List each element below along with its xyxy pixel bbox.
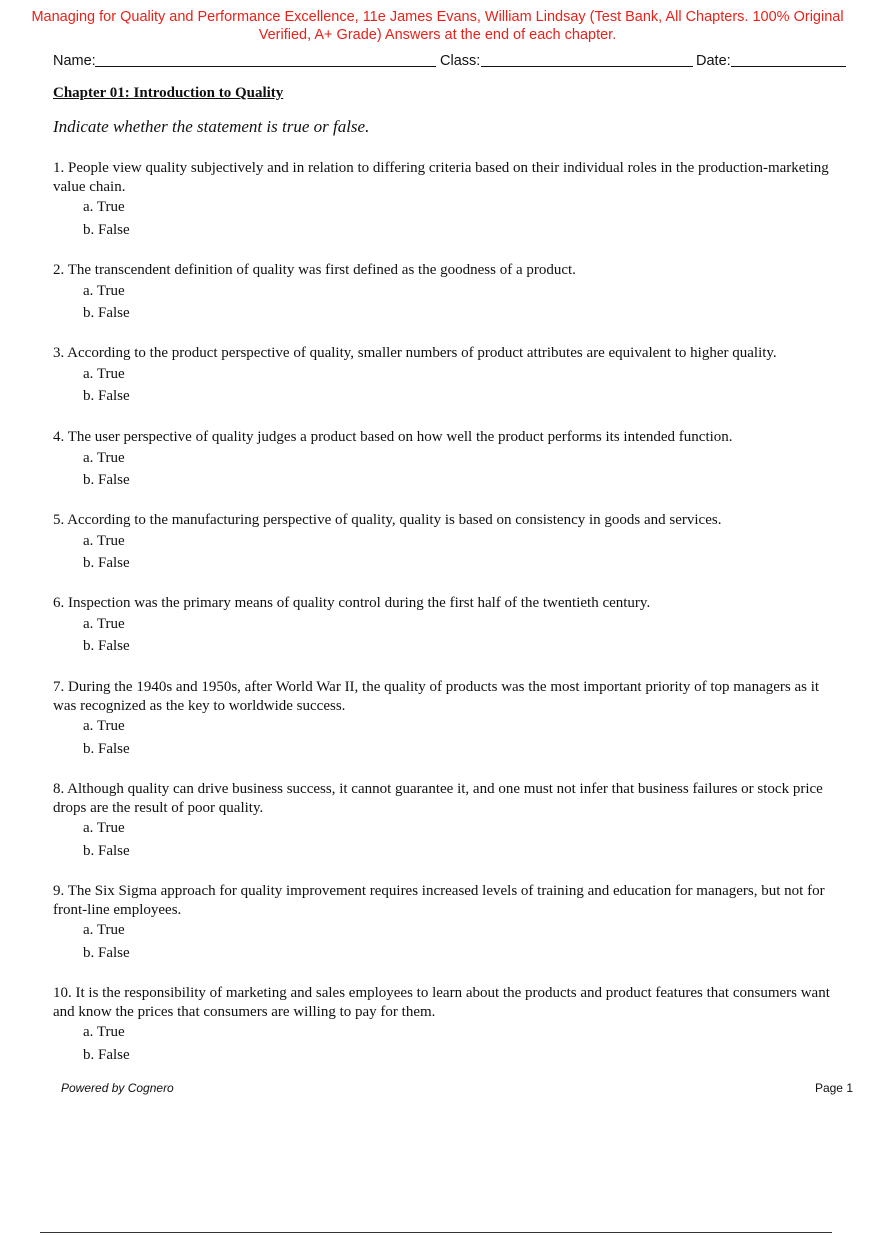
option-true[interactable]: a. True <box>83 282 125 299</box>
question-stem: 4. The user perspective of quality judges a product based on how well the product performs its intended function. <box>53 429 733 445</box>
option-false[interactable]: b. False <box>83 740 130 757</box>
option-true[interactable]: a. True <box>83 365 125 382</box>
option-false[interactable]: b. False <box>83 221 130 238</box>
question-7 <box>53 678 843 760</box>
page-number: Page 1 <box>814 1081 853 1095</box>
date-field[interactable] <box>696 53 846 69</box>
document-banner <box>0 8 875 44</box>
option-true[interactable]: a. True <box>83 820 125 836</box>
powered-by-footer: Powered by Cognero <box>61 1081 174 1095</box>
option-false[interactable]: b. False <box>83 555 130 571</box>
option-true[interactable]: a. True <box>83 922 125 938</box>
option-true[interactable]: a. True <box>83 532 125 549</box>
question-stem: 7. During the 1940s and 1950s, after World War II, the quality of products was the most important priority of top managers as it was recognized as the key to worldwide success. <box>53 679 820 714</box>
question-stem: 1. People view quality subjectively and in relation to differing criteria based on their individual roles in the production-marketing value chain. <box>53 160 829 195</box>
page-bottom-divider <box>40 1232 832 1233</box>
banner-line-2: Verified, A+ Grade) Answers at the end of each chapter. <box>258 27 617 43</box>
question-stem: 8. Although quality can drive business success, it cannot guarantee it, and one must not infer that business failures or stock price drops are the result of poor quality. <box>53 781 823 816</box>
question-1 <box>53 159 843 241</box>
question-stem: 9. The Six Sigma approach for quality improvement requires increased levels of training and education for managers, but not for front-line employees. <box>53 883 825 918</box>
option-false[interactable]: b. False <box>83 1046 130 1063</box>
date-label: Date: <box>696 53 731 69</box>
name-field[interactable] <box>53 53 438 69</box>
class-label: Class: <box>440 53 481 69</box>
chapter-title: Chapter 01: Introduction to Quality <box>53 85 284 101</box>
option-false[interactable]: b. False <box>83 638 130 654</box>
question-8 <box>53 780 843 862</box>
question-6 <box>53 594 843 658</box>
option-true[interactable]: a. True <box>83 1024 125 1040</box>
name-label: Name: <box>53 53 96 69</box>
question-10 <box>53 984 843 1066</box>
question-3 <box>53 344 843 408</box>
instructions: Indicate whether the statement is true or false. <box>53 117 370 136</box>
question-stem: 3. According to the product perspective of quality, smaller numbers of product attributes are equivalent to higher quality. <box>53 345 777 361</box>
option-false[interactable]: b. False <box>83 305 130 321</box>
option-true[interactable]: a. True <box>83 718 125 734</box>
question-9 <box>53 882 843 964</box>
question-5 <box>53 511 843 575</box>
banner-line-1: Managing for Quality and Performance Excellence, 11e James Evans, William Lindsay (Test Bank, All Chapters. 100% Original <box>31 9 844 25</box>
question-stem: 6. Inspection was the primary means of quality control during the first half of the twentieth century. <box>53 595 651 611</box>
student-info-fields <box>53 53 846 73</box>
question-stem: 10. It is the responsibility of marketing and sales employees to learn about the products and product features that consumers want and know the prices that consumers are willing to pay for them. <box>53 985 830 1020</box>
option-true[interactable]: a. True <box>83 449 125 466</box>
option-false[interactable]: b. False <box>83 472 130 488</box>
question-stem: 2. The transcendent definition of quality was first defined as the goodness of a product. <box>53 262 576 278</box>
class-field[interactable] <box>440 53 695 69</box>
option-false[interactable]: b. False <box>83 842 130 859</box>
option-false[interactable]: b. False <box>83 388 130 404</box>
question-2 <box>53 261 843 325</box>
date-line <box>731 66 846 67</box>
question-4 <box>53 428 843 492</box>
question-stem: 5. According to the manufacturing perspective of quality, quality is based on consistency in goods and services. <box>53 512 722 528</box>
option-true[interactable]: a. True <box>83 199 125 215</box>
name-line <box>95 66 436 67</box>
option-true[interactable]: a. True <box>83 615 125 632</box>
option-false[interactable]: b. False <box>83 944 130 961</box>
class-line <box>481 66 693 67</box>
